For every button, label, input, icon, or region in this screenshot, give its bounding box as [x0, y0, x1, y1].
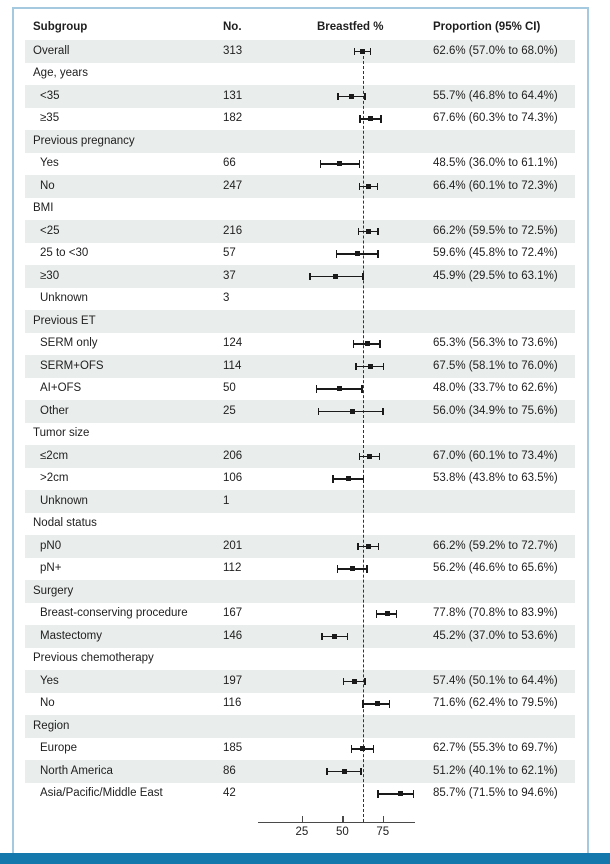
- row-label: North America: [40, 764, 113, 777]
- ci-cap-low: [377, 790, 379, 798]
- row-count: 247: [223, 179, 243, 192]
- table-row: [25, 153, 575, 176]
- table-row: [25, 265, 575, 288]
- point-estimate-marker: [385, 611, 390, 616]
- section-row: [25, 423, 575, 446]
- ci-cap-low: [359, 453, 361, 461]
- ci-cap-low: [358, 228, 360, 236]
- ci-cap-low: [332, 475, 334, 483]
- row-label: Asia/Pacific/Middle East: [40, 787, 163, 799]
- ci-text: 85.7% (71.5% to 94.6%): [433, 787, 558, 799]
- ci-cap-low: [318, 408, 320, 416]
- ci-cap-low: [359, 115, 361, 123]
- point-estimate-marker: [360, 49, 365, 54]
- row-label: Unknown: [40, 292, 88, 304]
- ci-cap-high: [383, 363, 385, 371]
- table-row: [25, 333, 575, 356]
- ci-cap-high: [377, 228, 379, 236]
- ci-cap-low: [351, 745, 353, 753]
- table-row: [25, 243, 575, 266]
- ci-text: 67.0% (60.1% to 73.4%): [433, 449, 558, 462]
- ci-cap-high: [360, 768, 362, 776]
- row-label: Nodal status: [33, 517, 97, 529]
- row-label: No: [40, 179, 55, 192]
- x-axis-line: [258, 822, 415, 823]
- row-label: ≥30: [40, 269, 60, 282]
- row-label: Europe: [40, 742, 78, 754]
- row-label: ≤2cm: [40, 449, 69, 462]
- row-count: 86: [223, 764, 236, 777]
- table-row: [25, 400, 575, 423]
- forest-table: [25, 40, 575, 838]
- ci-cap-high: [382, 408, 384, 416]
- row-label: Breast-conserving procedure: [40, 607, 188, 619]
- table-row: [25, 693, 575, 716]
- ci-text: 67.5% (58.1% to 76.0%): [433, 359, 558, 372]
- row-label: SERM only: [40, 337, 98, 349]
- ci-cap-low: [337, 565, 339, 573]
- row-count: 37: [223, 269, 236, 282]
- ci-text: 48.5% (36.0% to 61.1%): [433, 157, 558, 169]
- row-count: 114: [223, 359, 242, 372]
- row-count: 116: [223, 697, 242, 709]
- ci-cap-high: [347, 633, 349, 641]
- point-estimate-marker: [366, 184, 371, 189]
- row-count: 42: [223, 787, 236, 799]
- point-estimate-marker: [360, 746, 365, 751]
- table-row: [25, 670, 575, 693]
- table-row: [25, 445, 575, 468]
- section-row: [25, 130, 575, 153]
- table-row: [25, 760, 575, 783]
- point-estimate-marker: [350, 566, 355, 571]
- table-row: [25, 603, 575, 626]
- ci-cap-high: [389, 700, 391, 708]
- row-count: 3: [223, 292, 230, 304]
- point-estimate-marker: [355, 251, 360, 256]
- table-row: [25, 355, 575, 378]
- row-count: 182: [223, 112, 243, 124]
- ci-cap-low: [326, 768, 328, 776]
- figure-frame: [12, 7, 589, 853]
- row-label: Overall: [33, 44, 70, 57]
- x-axis-tick-label: 25: [295, 826, 309, 838]
- row-label: pN+: [40, 562, 62, 574]
- row-label: No: [40, 697, 55, 709]
- row-label: Previous chemotherapy: [33, 652, 154, 664]
- header-proportion-ci: Proportion (95% CI): [433, 21, 541, 33]
- point-estimate-marker: [365, 341, 370, 346]
- ci-text: 67.6% (60.3% to 74.3%): [433, 112, 558, 124]
- table-row: [25, 490, 575, 513]
- table-row: [25, 558, 575, 581]
- ci-cap-low: [337, 93, 339, 101]
- ci-cap-low: [343, 678, 345, 686]
- header-subgroup: Subgroup: [33, 21, 88, 33]
- ci-text: 62.6% (57.0% to 68.0%): [433, 44, 558, 57]
- ci-cap-low: [359, 183, 361, 191]
- ci-line: [377, 793, 414, 795]
- row-label: Previous ET: [33, 314, 96, 327]
- ci-cap-low: [353, 340, 355, 348]
- ci-text: 55.7% (46.8% to 64.4%): [433, 89, 558, 102]
- ci-cap-low: [354, 48, 356, 56]
- point-estimate-marker: [368, 364, 373, 369]
- point-estimate-marker: [350, 409, 355, 414]
- row-label: 25 to <30: [40, 247, 89, 259]
- ci-cap-high: [396, 610, 398, 618]
- table-row: [25, 738, 575, 761]
- ci-cap-high: [379, 340, 381, 348]
- section-row: [25, 580, 575, 603]
- row-count: 66: [223, 157, 236, 169]
- x-axis-tick: [302, 816, 303, 823]
- ci-cap-low: [316, 385, 318, 393]
- row-label: >2cm: [40, 472, 69, 484]
- point-estimate-marker: [346, 476, 351, 481]
- row-label: Mastectomy: [40, 629, 102, 642]
- point-estimate-marker: [366, 229, 371, 234]
- point-estimate-marker: [337, 161, 342, 166]
- ci-text: 57.4% (50.1% to 64.4%): [433, 674, 558, 687]
- point-estimate-marker: [375, 701, 380, 706]
- table-row: [25, 378, 575, 401]
- row-label: <35: [40, 89, 60, 102]
- row-label: Other: [40, 404, 69, 417]
- ci-text: 51.2% (40.1% to 62.1%): [433, 764, 558, 777]
- ci-cap-high: [380, 115, 382, 123]
- row-count: 201: [223, 539, 243, 552]
- row-count: 25: [223, 404, 236, 417]
- row-label: BMI: [33, 202, 54, 214]
- table-row: [25, 40, 575, 63]
- ci-cap-high: [378, 543, 380, 551]
- ci-cap-high: [359, 160, 361, 168]
- ci-cap-low: [376, 610, 378, 618]
- row-count: 197: [223, 674, 243, 687]
- point-estimate-marker: [333, 274, 338, 279]
- ci-text: 48.0% (33.7% to 62.6%): [433, 382, 558, 394]
- row-label: AI+OFS: [40, 382, 82, 394]
- table-row: [25, 288, 575, 311]
- ci-text: 77.8% (70.8% to 83.9%): [433, 607, 558, 619]
- column-headers: [25, 16, 575, 40]
- point-estimate-marker: [337, 386, 342, 391]
- ci-cap-high: [364, 678, 366, 686]
- section-row: [25, 63, 575, 86]
- row-label: SERM+OFS: [40, 359, 104, 372]
- row-count: 167: [223, 607, 243, 619]
- point-estimate-marker: [349, 94, 354, 99]
- ci-cap-high: [366, 565, 368, 573]
- ci-cap-high: [379, 453, 381, 461]
- x-axis-tick-label: 75: [376, 826, 390, 838]
- section-row: [25, 310, 575, 333]
- ci-text: 53.8% (43.8% to 63.5%): [433, 472, 558, 484]
- ci-text: 45.2% (37.0% to 53.6%): [433, 629, 558, 642]
- ci-text: 66.4% (60.1% to 72.3%): [433, 179, 558, 192]
- row-count: 146: [223, 629, 243, 642]
- ci-cap-low: [355, 363, 357, 371]
- row-count: 206: [223, 449, 243, 462]
- ci-cap-high: [364, 93, 366, 101]
- ci-text: 59.6% (45.8% to 72.4%): [433, 247, 558, 259]
- x-axis-tick: [383, 816, 384, 823]
- ci-text: 65.3% (56.3% to 73.6%): [433, 337, 558, 349]
- row-label: Yes: [40, 157, 59, 169]
- ci-cap-high: [413, 790, 415, 798]
- ci-cap-high: [362, 273, 364, 281]
- point-estimate-marker: [352, 679, 357, 684]
- point-estimate-marker: [368, 116, 373, 121]
- x-axis-tick: [342, 816, 343, 823]
- ci-cap-low: [357, 543, 359, 551]
- row-count: 50: [223, 382, 236, 394]
- ci-cap-low: [309, 273, 311, 281]
- row-label: <25: [40, 224, 60, 237]
- row-label: Surgery: [33, 584, 74, 597]
- section-row: [25, 715, 575, 738]
- row-label: pN0: [40, 539, 62, 552]
- row-count: 131: [223, 89, 243, 102]
- ci-text: 45.9% (29.5% to 63.1%): [433, 269, 558, 282]
- ci-cap-high: [377, 250, 379, 258]
- ci-text: 56.2% (46.6% to 65.6%): [433, 562, 558, 574]
- point-estimate-marker: [367, 454, 372, 459]
- ci-text: 71.6% (62.4% to 79.5%): [433, 697, 558, 709]
- journal-footer-bar: [0, 853, 610, 864]
- table-row: [25, 783, 575, 806]
- point-estimate-marker: [398, 791, 403, 796]
- row-count: 106: [223, 472, 243, 484]
- table-row: [25, 468, 575, 491]
- row-label: Age, years: [33, 67, 88, 79]
- section-row: [25, 198, 575, 221]
- x-axis-tick-label: 50: [335, 826, 349, 838]
- row-label: ≥35: [40, 112, 60, 124]
- ci-cap-low: [320, 160, 322, 168]
- row-count: 185: [223, 742, 243, 754]
- row-count: 124: [223, 337, 243, 349]
- ci-text: 56.0% (34.9% to 75.6%): [433, 404, 558, 417]
- ci-cap-low: [321, 633, 323, 641]
- table-row: [25, 108, 575, 131]
- row-count: 216: [223, 224, 243, 237]
- point-estimate-marker: [366, 544, 371, 549]
- row-label: Yes: [40, 674, 59, 687]
- ci-cap-high: [370, 48, 372, 56]
- x-axis: [25, 805, 575, 845]
- ci-cap-high: [377, 183, 379, 191]
- section-row: [25, 513, 575, 536]
- row-count: 313: [223, 44, 243, 57]
- row-label: Region: [33, 719, 70, 732]
- table-row: [25, 625, 575, 648]
- table-row: [25, 175, 575, 198]
- row-count: 57: [223, 247, 236, 259]
- ci-text: 66.2% (59.2% to 72.7%): [433, 539, 558, 552]
- ci-cap-low: [336, 250, 338, 258]
- ci-text: 66.2% (59.5% to 72.5%): [433, 224, 558, 237]
- ci-cap-low: [362, 700, 364, 708]
- row-label: Previous pregnancy: [33, 134, 135, 147]
- header-no: No.: [223, 21, 242, 33]
- row-label: Unknown: [40, 494, 88, 507]
- table-row: [25, 85, 575, 108]
- row-count: 112: [223, 562, 242, 574]
- point-estimate-marker: [332, 634, 337, 639]
- table-row: [25, 535, 575, 558]
- ci-cap-high: [363, 475, 365, 483]
- table-row: [25, 220, 575, 243]
- ci-cap-high: [373, 745, 375, 753]
- section-row: [25, 648, 575, 671]
- ci-cap-high: [361, 385, 363, 393]
- header-breastfed-pct: Breastfed %: [317, 21, 384, 33]
- point-estimate-marker: [342, 769, 347, 774]
- row-label: Tumor size: [33, 427, 90, 439]
- ci-text: 62.7% (55.3% to 69.7%): [433, 742, 558, 754]
- row-count: 1: [223, 494, 230, 507]
